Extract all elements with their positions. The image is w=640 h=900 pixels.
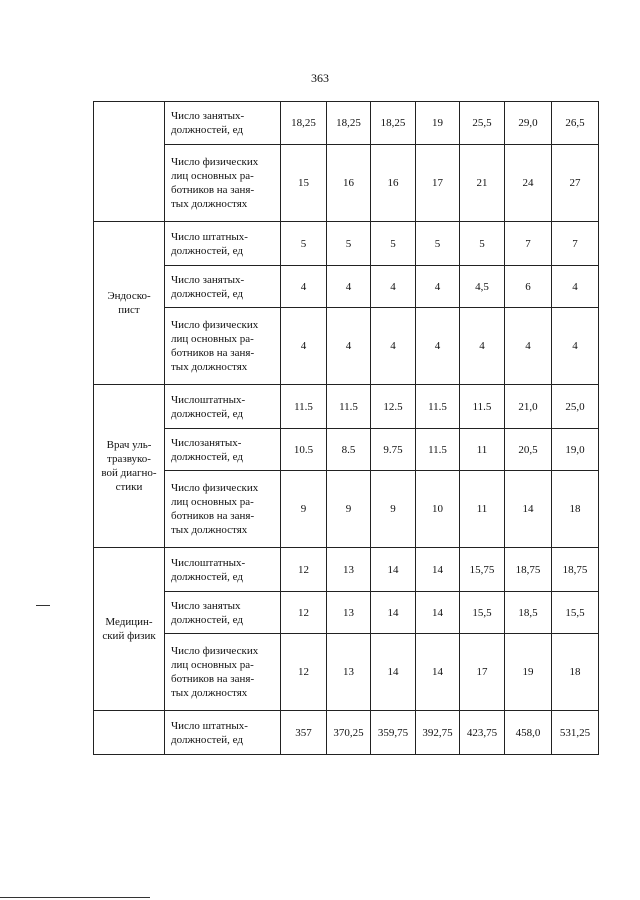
table-row (94, 266, 599, 308)
value-cell: 11.5 (327, 385, 371, 429)
value-cell: 18,75 (552, 548, 599, 592)
value-cell: 14 (416, 592, 460, 634)
value-cell: 25,0 (552, 385, 599, 429)
indicator-cell: Числоштатных- должностей, ед (165, 385, 281, 429)
value-cell: 9 (281, 471, 327, 548)
value-cell: 12 (281, 592, 327, 634)
scan-mark (36, 605, 50, 606)
indicator-cell: Число физических лиц основных ра- ботников на заня- тых должностях (165, 471, 281, 548)
value-cell: 21,0 (505, 385, 552, 429)
value-cell: 10.5 (281, 429, 327, 471)
value-cell: 9 (327, 471, 371, 548)
value-cell: 5 (371, 222, 416, 266)
value-cell: 10 (416, 471, 460, 548)
table-row (94, 429, 599, 471)
position-name-cell (94, 102, 165, 222)
table-row (94, 308, 599, 385)
value-cell: 4 (552, 308, 599, 385)
value-cell: 9 (371, 471, 416, 548)
indicator-cell: Числоштатных- должностей, ед (165, 548, 281, 592)
value-cell: 19 (505, 634, 552, 711)
value-cell: 5 (327, 222, 371, 266)
value-cell: 11.5 (460, 385, 505, 429)
table-row (94, 548, 599, 592)
value-cell: 4 (552, 266, 599, 308)
value-cell: 4 (505, 308, 552, 385)
value-cell: 24 (505, 145, 552, 222)
value-cell: 4 (371, 266, 416, 308)
value-cell: 357 (281, 711, 327, 755)
table-row (94, 471, 599, 548)
indicator-cell: Число штатных- должностей, ед (165, 711, 281, 755)
position-name-cell: Врач уль- тразвуко- вой диагно- стики (94, 385, 165, 548)
value-cell: 11.5 (281, 385, 327, 429)
value-cell: 14 (416, 548, 460, 592)
position-name-cell (94, 711, 165, 755)
value-cell: 26,5 (552, 102, 599, 145)
value-cell: 12 (281, 634, 327, 711)
table-row (94, 102, 599, 145)
value-cell: 531,25 (552, 711, 599, 755)
value-cell: 9.75 (371, 429, 416, 471)
value-cell: 16 (327, 145, 371, 222)
value-cell: 15,5 (552, 592, 599, 634)
value-cell: 17 (460, 634, 505, 711)
value-cell: 6 (505, 266, 552, 308)
value-cell: 18,25 (371, 102, 416, 145)
table-row (94, 385, 599, 429)
staffing-table (93, 101, 599, 755)
value-cell: 21 (460, 145, 505, 222)
value-cell: 15,75 (460, 548, 505, 592)
value-cell: 14 (371, 548, 416, 592)
value-cell: 17 (416, 145, 460, 222)
value-cell: 18 (552, 634, 599, 711)
indicator-cell: Число занятых- должностей, ед (165, 266, 281, 308)
page-number: 363 (311, 71, 329, 85)
value-cell: 4 (371, 308, 416, 385)
indicator-cell: Число физических лиц основных ра- ботников на заня- тых должностях (165, 308, 281, 385)
value-cell: 4 (416, 266, 460, 308)
value-cell: 5 (460, 222, 505, 266)
value-cell: 15 (281, 145, 327, 222)
value-cell: 20,5 (505, 429, 552, 471)
position-name-cell: Медицин- ский физик (94, 548, 165, 711)
value-cell: 392,75 (416, 711, 460, 755)
value-cell: 423,75 (460, 711, 505, 755)
value-cell: 359,75 (371, 711, 416, 755)
value-cell: 5 (416, 222, 460, 266)
value-cell: 13 (327, 592, 371, 634)
value-cell: 14 (371, 592, 416, 634)
table-row (94, 711, 599, 755)
indicator-cell: Число занятых должностей, ед (165, 592, 281, 634)
value-cell: 13 (327, 634, 371, 711)
value-cell: 370,25 (327, 711, 371, 755)
table-row (94, 145, 599, 222)
value-cell: 25,5 (460, 102, 505, 145)
value-cell: 4 (460, 308, 505, 385)
value-cell: 12.5 (371, 385, 416, 429)
value-cell: 15,5 (460, 592, 505, 634)
value-cell: 18 (552, 471, 599, 548)
value-cell: 18,25 (281, 102, 327, 145)
table-row (94, 592, 599, 634)
value-cell: 11 (460, 429, 505, 471)
value-cell: 29,0 (505, 102, 552, 145)
value-cell: 16 (371, 145, 416, 222)
value-cell: 4 (327, 266, 371, 308)
indicator-cell: Число физических лиц основных ра- ботников на заня- тых должностях (165, 145, 281, 222)
scan-mark (0, 897, 150, 898)
value-cell: 11.5 (416, 429, 460, 471)
value-cell: 5 (281, 222, 327, 266)
value-cell: 4 (281, 308, 327, 385)
value-cell: 4 (327, 308, 371, 385)
value-cell: 18,25 (327, 102, 371, 145)
value-cell: 14 (371, 634, 416, 711)
value-cell: 7 (505, 222, 552, 266)
value-cell: 18,5 (505, 592, 552, 634)
value-cell: 14 (416, 634, 460, 711)
value-cell: 7 (552, 222, 599, 266)
value-cell: 12 (281, 548, 327, 592)
table-row (94, 634, 599, 711)
indicator-cell: Число занятых- должностей, ед (165, 102, 281, 145)
value-cell: 458,0 (505, 711, 552, 755)
value-cell: 11 (460, 471, 505, 548)
table-row (94, 222, 599, 266)
value-cell: 13 (327, 548, 371, 592)
indicator-cell: Число штатных- должностей, ед (165, 222, 281, 266)
indicator-cell: Число физических лиц основных ра- ботников на заня- тых должностях (165, 634, 281, 711)
value-cell: 4 (281, 266, 327, 308)
value-cell: 4,5 (460, 266, 505, 308)
value-cell: 18,75 (505, 548, 552, 592)
value-cell: 4 (416, 308, 460, 385)
value-cell: 19 (416, 102, 460, 145)
value-cell: 8.5 (327, 429, 371, 471)
value-cell: 19,0 (552, 429, 599, 471)
value-cell: 11.5 (416, 385, 460, 429)
value-cell: 14 (505, 471, 552, 548)
indicator-cell: Числозанятых- должностей, ед (165, 429, 281, 471)
value-cell: 27 (552, 145, 599, 222)
position-name-cell: Эндоско- пист (94, 222, 165, 385)
